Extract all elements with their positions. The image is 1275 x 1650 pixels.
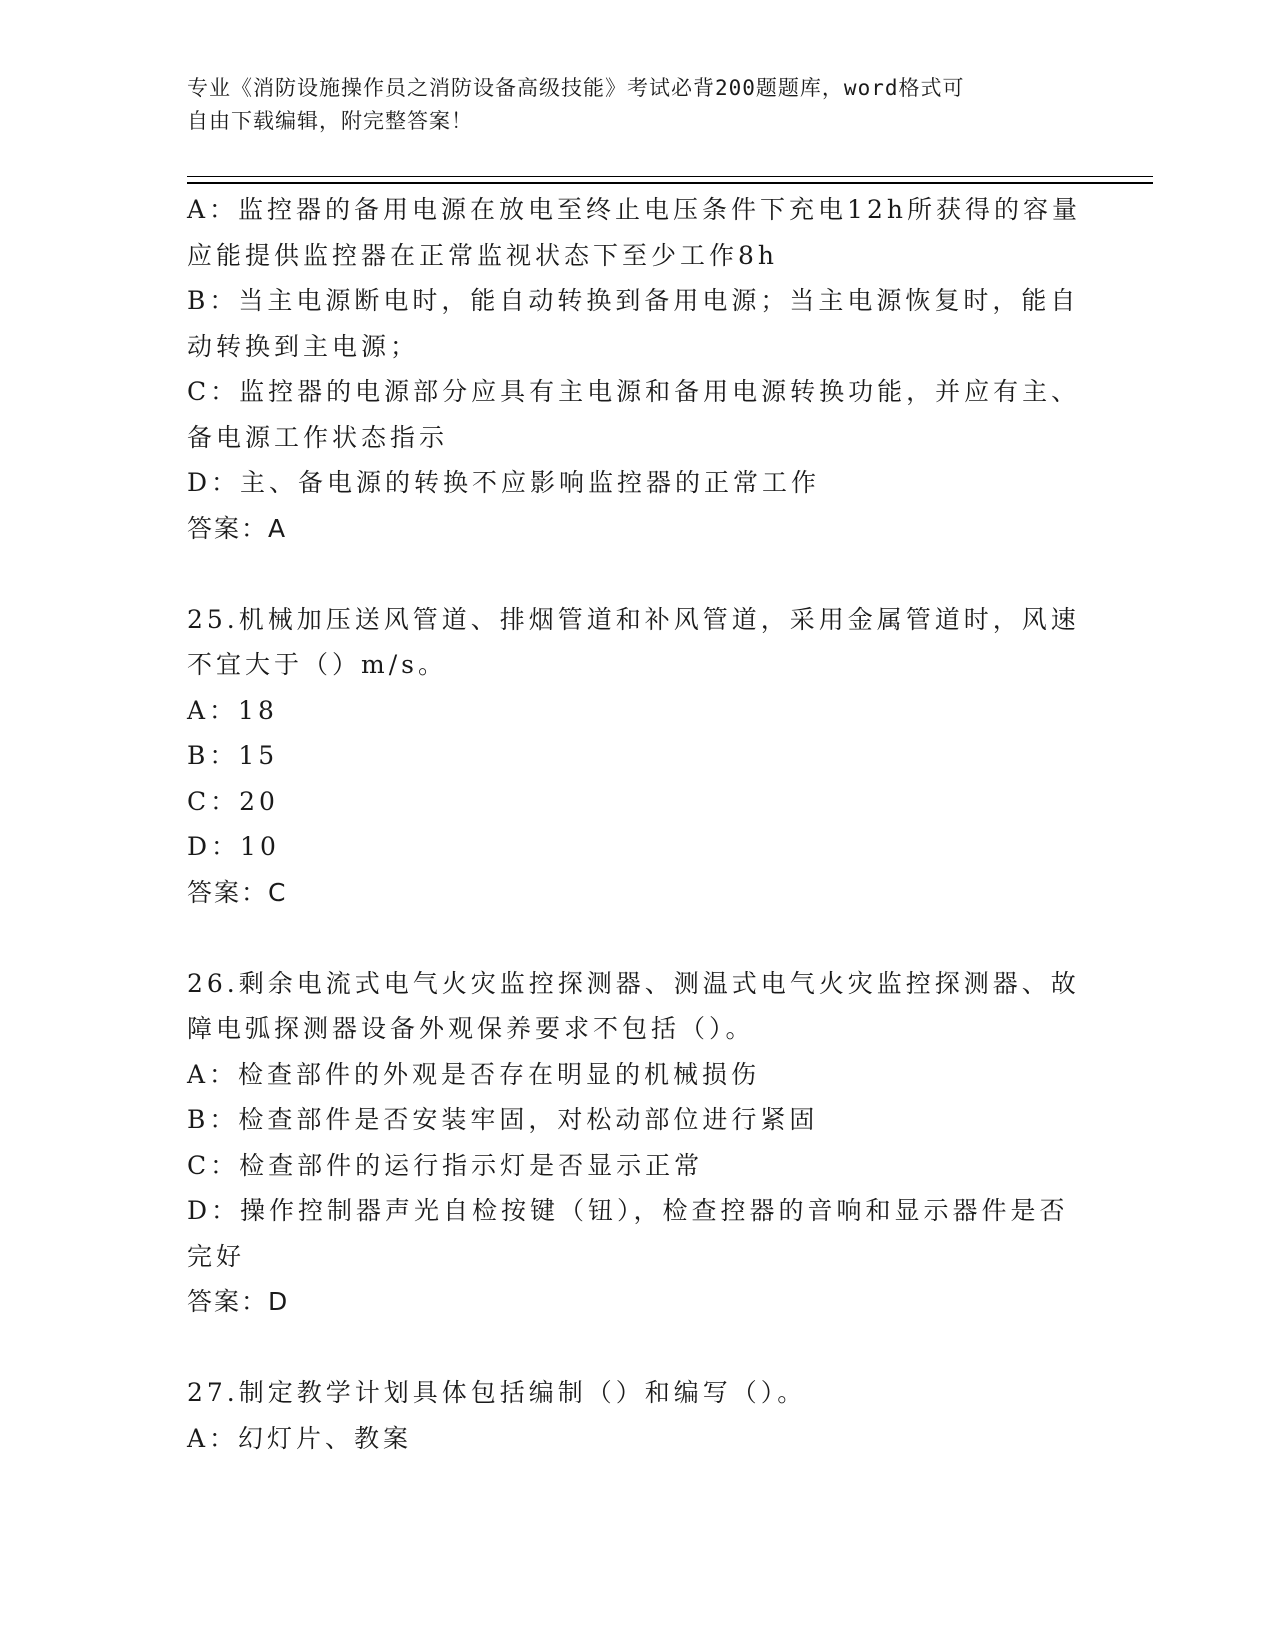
option-a: A：幻灯片、教案 (187, 1423, 413, 1453)
option-c-line-2: 备电源工作状态指示 (187, 422, 449, 452)
option-a-line-2: 应能提供监控器在正常监视状态下至少工作8h (187, 240, 779, 270)
header-line-1: 专业《消防设施操作员之消防设备高级技能》考试必背200题题库，word格式可 (187, 76, 965, 100)
header-line-2: 自由下载编辑，附完整答案！ (187, 109, 473, 133)
option-c: C：20 (187, 786, 279, 816)
option-d-line-1: D：操作控制器声光自检按键（钮），检查控器的音响和显示器件是否 (187, 1196, 1069, 1225)
option-b-line-2: 动转换到主电源； (187, 331, 420, 361)
option-a: A：18 (187, 695, 278, 725)
answer-label: 答案：C (187, 877, 288, 907)
question-stem-line-1: 25.机械加压送风管道、排烟管道和补风管道，采用金属管道时，风速 (187, 604, 1080, 634)
option-b: B：15 (187, 741, 279, 770)
option-a-line-1: A：监控器的备用电源在放电至终止电压条件下充电12h所获得的容量 (187, 195, 1081, 224)
option-d-line-2: 完好 (187, 1241, 246, 1271)
option-d-line-1: D：主、备电源的转换不应影响监控器的正常工作 (187, 468, 821, 497)
question-stem-line-2: 不宜大于（）m/s。 (187, 650, 447, 679)
question-27 (187, 1370, 1067, 1461)
option-d: D：10 (187, 832, 280, 861)
question-25 (187, 597, 1080, 916)
option-c-line-1: C：监控器的电源部分应具有主电源和备用电源转换功能，并应有主、 (187, 377, 1081, 406)
spacer (187, 1325, 1067, 1371)
option-c: C：检查部件的运行指示灯是否显示正常 (187, 1150, 704, 1180)
previous-question (187, 187, 1081, 551)
question-stem: 27.制定教学计划具体包括编制（）和编写（）。 (187, 1378, 807, 1407)
spacer (187, 551, 1067, 597)
header-divider-thin (187, 176, 1153, 177)
document-body (187, 187, 1081, 1461)
question-stem-line-2: 障电弧探测器设备外观保养要求不包括（）。 (187, 1014, 755, 1043)
header-divider-thick (187, 182, 1153, 184)
answer-label: 答案：A (187, 513, 288, 543)
option-b: B：检查部件是否安装牢固，对松动部位进行紧固 (187, 1105, 819, 1134)
option-a: A：检查部件的外观是否存在明显的机械损伤 (187, 1059, 761, 1089)
question-26 (187, 961, 1080, 1325)
option-b-line-1: B：当主电源断电时，能自动转换到备用电源；当主电源恢复时，能自 (187, 286, 1080, 315)
document-header (187, 72, 1067, 138)
answer-label: 答案：D (187, 1287, 290, 1316)
spacer (187, 915, 1067, 961)
question-stem-line-1: 26.剩余电流式电气火灾监控探测器、测温式电气火灾监控探测器、故 (187, 968, 1080, 998)
